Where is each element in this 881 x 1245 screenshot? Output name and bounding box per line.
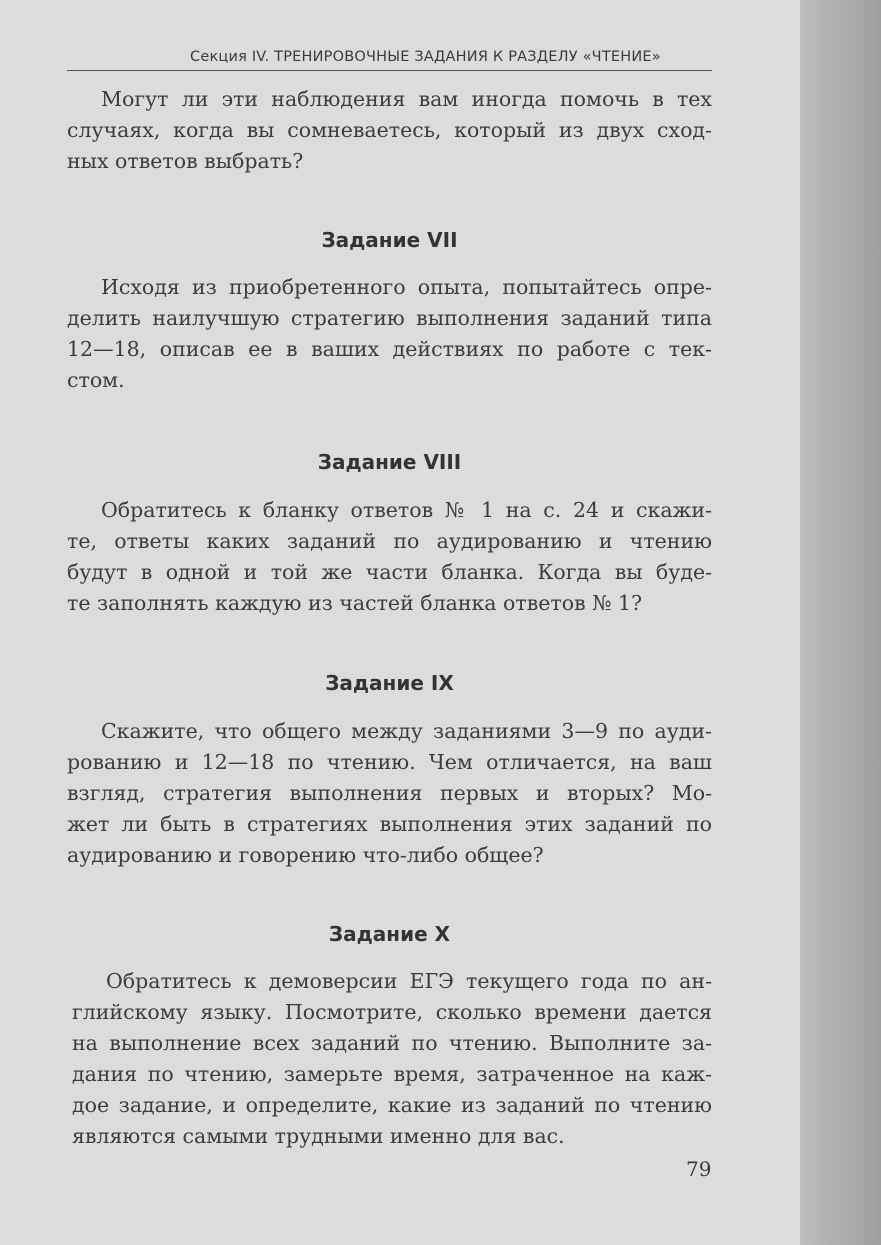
text-line: случаях, когда вы сомневаетесь, который из двух сход-: [67, 118, 712, 142]
text-line: Обратитесь к бланку ответов № 1 на с. 24 и скажи-: [101, 498, 712, 522]
text-line: рованию и 12—18 по чтению. Чем отличается, на ваш: [67, 750, 712, 774]
task-heading: Задание VIII: [317, 450, 462, 474]
text-line: будут в одной и той же части бланка. Когда вы буде-: [67, 560, 712, 584]
text-line: те заполнять каждую из частей бланка ответов № 1?: [67, 591, 643, 615]
running-head: Секция IV. ТРЕНИРОВОЧНЫЕ ЗАДАНИЯ К РАЗДЕЛУ «ЧТЕНИЕ»: [190, 49, 661, 65]
text-line: Могут ли эти наблюдения вам иногда помочь в тех: [101, 87, 712, 111]
text-line: стом.: [67, 368, 125, 392]
text-line: жет ли быть в стратегиях выполнения этих заданий по: [67, 812, 712, 836]
text-line: делить наилучшую стратегию выполнения заданий типа: [67, 306, 712, 330]
text-line: Обратитесь к демоверсии ЕГЭ текущего года по ан-: [106, 969, 712, 993]
text-line: дое задание, и определите, какие из заданий по чтению: [72, 1093, 712, 1117]
text-line: Исходя из приобретенного опыта, попытайтесь опре-: [101, 275, 712, 299]
task-paragraph: [67, 272, 712, 396]
task-heading: Задание VII: [321, 228, 458, 252]
task-heading: Задание IX: [325, 671, 454, 695]
text-line: являются самыми трудными именно для вас.: [72, 1124, 565, 1148]
text-line: аудированию и говорению что-либо общее?: [67, 843, 544, 867]
text-line: ных ответов выбрать?: [67, 149, 304, 173]
page-number: 79: [686, 1157, 712, 1181]
text-line: на выполнение всех заданий по чтению. Выполните за-: [72, 1031, 712, 1055]
text-line: 12—18, описав ее в ваших действиях по работе с тек-: [67, 337, 712, 361]
text-line: дания по чтению, замерьте время, затраченное на каж-: [72, 1062, 712, 1086]
page-edge: [800, 0, 881, 1245]
task-paragraph: [67, 495, 712, 619]
text-line: взгляд, стратегия выполнения первых и вторых? Мо-: [67, 781, 712, 805]
text-line: Скажите, что общего между заданиями 3—9 по ауди-: [101, 719, 712, 743]
text-line: глийскому языку. Посмотрите, сколько времени дается: [72, 1000, 712, 1024]
text-line: те, ответы каких заданий по аудированию и чтению: [67, 529, 712, 553]
header-rule: [67, 70, 712, 71]
task-paragraph: [67, 716, 712, 871]
intro-paragraph: [67, 84, 712, 177]
task-paragraph: [72, 966, 712, 1152]
task-heading: Задание X: [328, 922, 451, 946]
